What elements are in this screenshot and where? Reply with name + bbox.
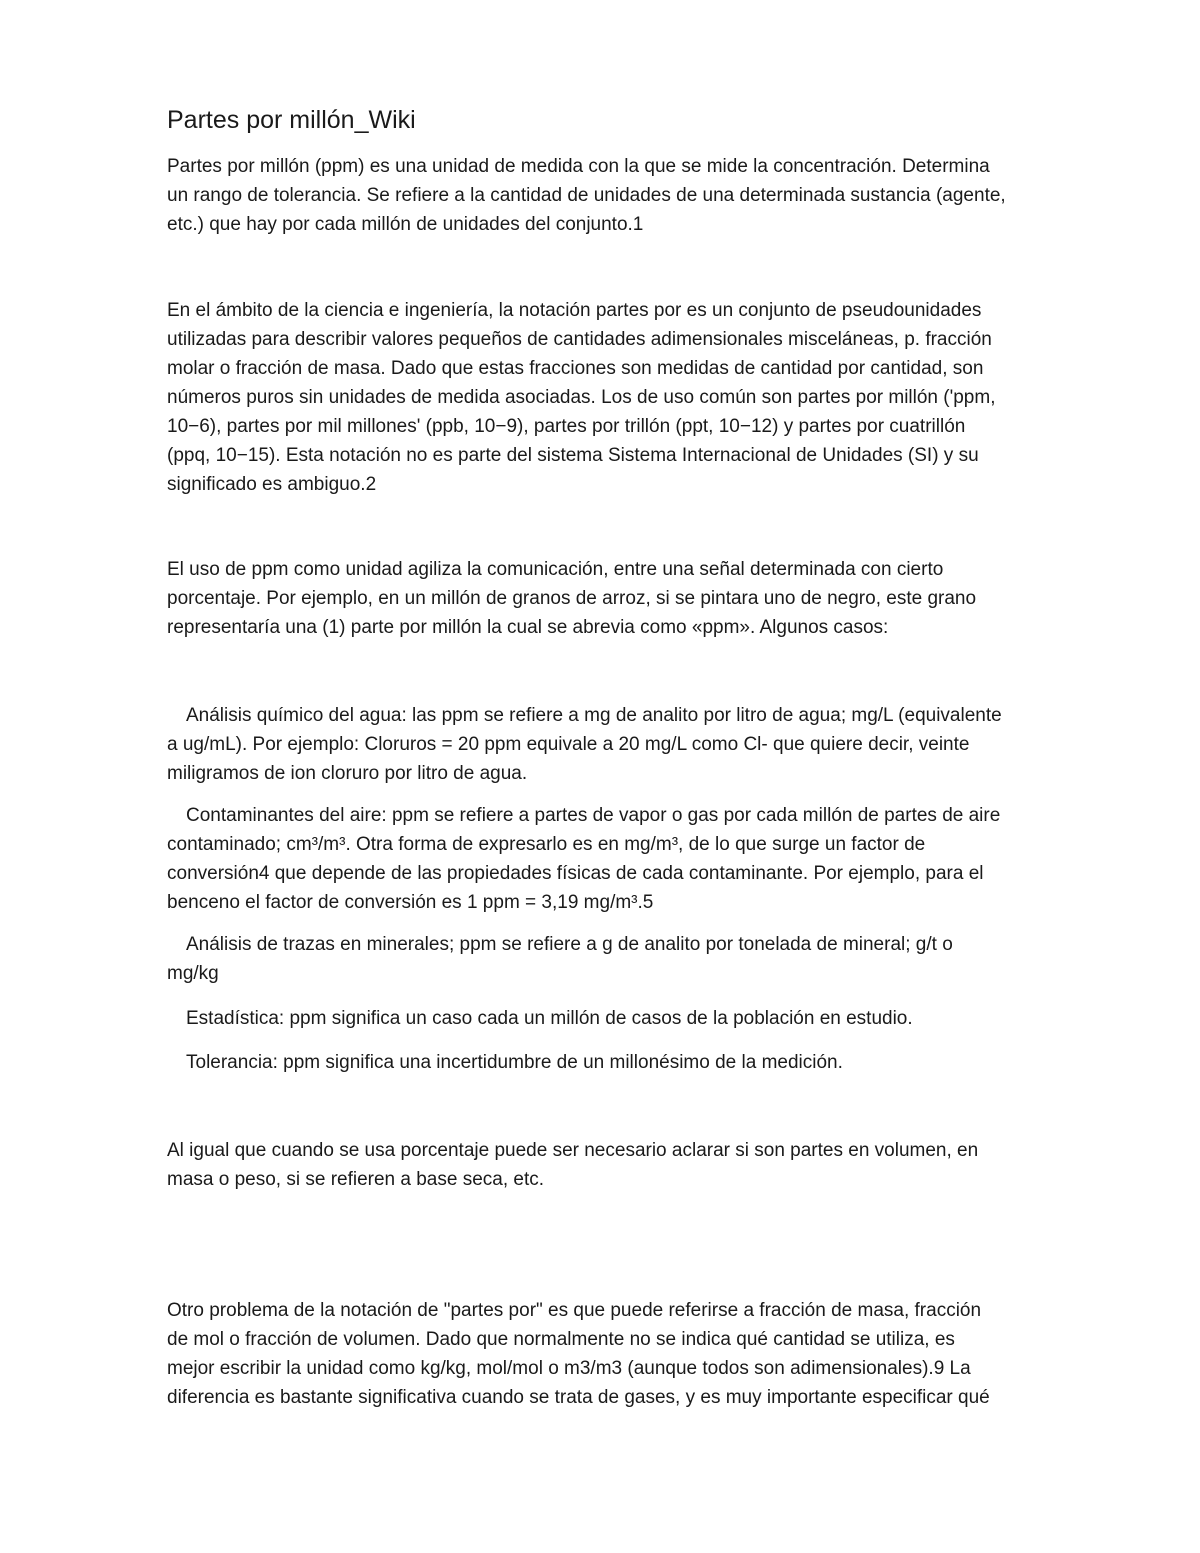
text-line: Estadística: ppm significa un caso cada un millón de casos de la población en estudio. — [186, 1008, 913, 1029]
text-line: de mol o fracción de volumen. Dado que normalmente no se indica qué cantidad se utiliza, es — [167, 1329, 955, 1350]
text-line: etc.) que hay por cada millón de unidades del conjunto.1 — [167, 214, 644, 235]
list-item-tolerance — [167, 1048, 1047, 1077]
text-line: (ppq, 10−15). Esta notación no es parte del sistema Sistema Internacional de Unidades (SI) y su — [167, 445, 979, 466]
text-line: contaminado; cm³/m³. Otra forma de expresarlo es en mg/m³, de lo que surge un factor de — [167, 834, 926, 855]
text-line: benceno el factor de conversión es 1 ppm = 3,19 mg/m³.5 — [167, 892, 654, 913]
text-line: Tolerancia: ppm significa una incertidumbre de un millonésimo de la medición. — [186, 1052, 843, 1073]
text-line: masa o peso, si se refieren a base seca, etc. — [167, 1169, 545, 1190]
list-item-statistics — [167, 1004, 1047, 1033]
text-line: El uso de ppm como unidad agiliza la comunicación, entre una señal determinada con cierto — [167, 559, 944, 580]
text-line: Partes por millón (ppm) es una unidad de medida con la que se mide la concentración. Determina — [167, 156, 990, 177]
paragraph-percentage-note — [167, 1136, 1047, 1194]
paragraph-science-notation — [167, 296, 1047, 499]
text-line: números puros sin unidades de medida asociadas. Los de uso común son partes por millón ('ppm, — [167, 387, 996, 408]
text-line: conversión4 que depende de las propiedades físicas de cada contaminante. Por ejemplo, para el — [167, 863, 984, 884]
text-line: molar o fracción de masa. Dado que estas fracciones son medidas de cantidad por cantidad, son — [167, 358, 984, 379]
list-item-mineral-traces — [167, 930, 1047, 988]
text-line: un rango de tolerancia. Se refiere a la cantidad de unidades de una determinada sustancia (agente, — [167, 185, 1006, 206]
text-line: a ug/mL). Por ejemplo: Cloruros = 20 ppm equivale a 20 mg/L como Cl- que quiere decir, veinte — [167, 734, 970, 755]
document-title: Partes por millón_Wiki — [167, 106, 416, 134]
text-line: mg/kg — [167, 963, 219, 984]
paragraph-intro — [167, 152, 1047, 239]
text-line: miligramos de ion cloruro por litro de agua. — [167, 763, 528, 784]
paragraph-notation-problem — [167, 1296, 1047, 1412]
text-line: Al igual que cuando se usa porcentaje puede ser necesario aclarar si son partes en volumen, en — [167, 1140, 979, 1161]
paragraph-usage — [167, 555, 1047, 642]
text-line: En el ámbito de la ciencia e ingeniería, la notación partes por es un conjunto de pseudounidades — [167, 300, 982, 321]
text-line: Análisis químico del agua: las ppm se refiere a mg de analito por litro de agua; mg/L (equivalente — [186, 705, 1002, 726]
text-line: mejor escribir la unidad como kg/kg, mol/mol o m3/m3 (aunque todos son adimensionales).9 La — [167, 1358, 971, 1379]
list-item-air-pollutants — [167, 801, 1047, 917]
text-line: representaría una (1) parte por millón la cual se abrevia como «ppm». Algunos casos: — [167, 617, 889, 638]
text-line: significado es ambiguo.2 — [167, 474, 377, 495]
text-line: Contaminantes del aire: ppm se refiere a partes de vapor o gas por cada millón de partes de aire — [186, 805, 1001, 826]
text-line: Otro problema de la notación de "partes por" es que puede referirse a fracción de masa, fracción — [167, 1300, 982, 1321]
text-line: diferencia es bastante significativa cuando se trata de gases, y es muy importante especificar qué — [167, 1387, 990, 1408]
text-line: 10−6), partes por mil millones' (ppb, 10−9), partes por trillón (ppt, 10−12) y partes por cuatrillón — [167, 416, 966, 437]
list-item-water-analysis — [167, 701, 1047, 788]
text-line: Análisis de trazas en minerales; ppm se refiere a g de analito por tonelada de mineral; g/t o — [186, 934, 953, 955]
text-line: utilizadas para describir valores pequeños de cantidades adimensionales misceláneas, p. fracción — [167, 329, 992, 350]
text-line: porcentaje. Por ejemplo, en un millón de granos de arroz, si se pintara uno de negro, este grano — [167, 588, 977, 609]
